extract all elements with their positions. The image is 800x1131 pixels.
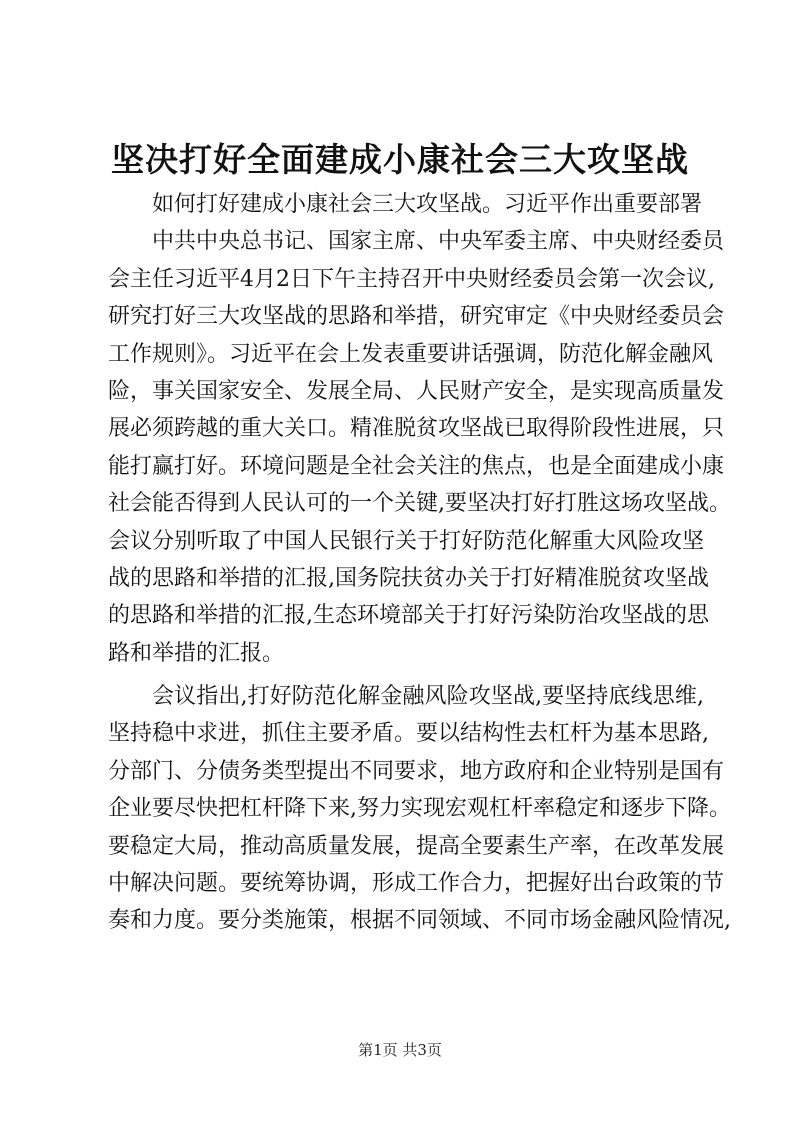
paragraph-line: 坚持稳中求进，抓住主要矛盾。要以结构性去杠杆为基本思路, <box>108 721 709 747</box>
paragraph-line: 会议分别听取了中国人民银行关于打好防范化解重大风险攻坚 <box>108 528 704 554</box>
paragraph-line: 中解决问题。要统筹协调，形成工作合力，把握好出台政策的节 <box>108 871 725 897</box>
paragraph-line: 如何打好建成小康社会三大攻坚战。习近平作出重要部署 <box>152 192 703 217</box>
paragraph-line: 会主任习近平4月2日下午主持召开中央财经委员会第一次会议, <box>108 266 715 292</box>
paragraph-line: 能打赢打好。环境问题是全社会关注的焦点，也是全面建成小康 <box>108 453 725 479</box>
paragraph-line: 研究打好三大攻坚战的思路和举措，研究审定《中央财经委员会 <box>108 304 725 330</box>
paragraph-line: 奏和力度。要分类施策，根据不同领域、不同市场金融风险情况, <box>108 908 731 934</box>
document-title: 坚决打好全面建成小康社会三大攻坚战 <box>111 140 689 179</box>
paragraph-line: 中共中央总书记、国家主席、中央军委主席、中央财经委员 <box>152 229 725 255</box>
document-body <box>108 186 731 940</box>
paragraph-line: 企业要尽快把杠杆降下来,努力实现宏观杠杆率稳定和逐步下降。 <box>108 796 731 822</box>
paragraph-line: 展必须跨越的重大关口。精准脱贫攻坚战已取得阶段性进展，只 <box>108 416 725 442</box>
paragraph-line: 社会能否得到人民认可的一个关键,要坚决打好打胜这场攻坚战。 <box>108 491 731 517</box>
paragraph-line: 会议指出,打好防范化解金融风险攻坚战,要坚持底线思维, <box>152 684 704 710</box>
page-number-footer: 第1页 共3页 <box>358 1041 442 1059</box>
paragraph-line: 的思路和举措的汇报,生态环境部关于打好污染防治攻坚战的思 <box>108 603 709 629</box>
paragraph-line: 战的思路和举措的汇报,国务院扶贫办关于打好精准脱贫攻坚战 <box>108 565 709 591</box>
paragraph-line: 路和举措的汇报。 <box>108 640 285 666</box>
paragraph-line: 工作规则》。习近平在会上发表重要讲话强调，防范化解金融风 <box>108 341 714 367</box>
paragraph-line: 分部门、分债务类型提出不同要求，地方政府和企业特别是国有 <box>108 758 725 784</box>
paragraph-line: 险，事关国家安全、发展全局、人民财产安全，是实现高质量发 <box>108 378 725 404</box>
paragraph-line: 要稳定大局，推动高质量发展，提高全要素生产率，在改革发展 <box>108 833 725 859</box>
